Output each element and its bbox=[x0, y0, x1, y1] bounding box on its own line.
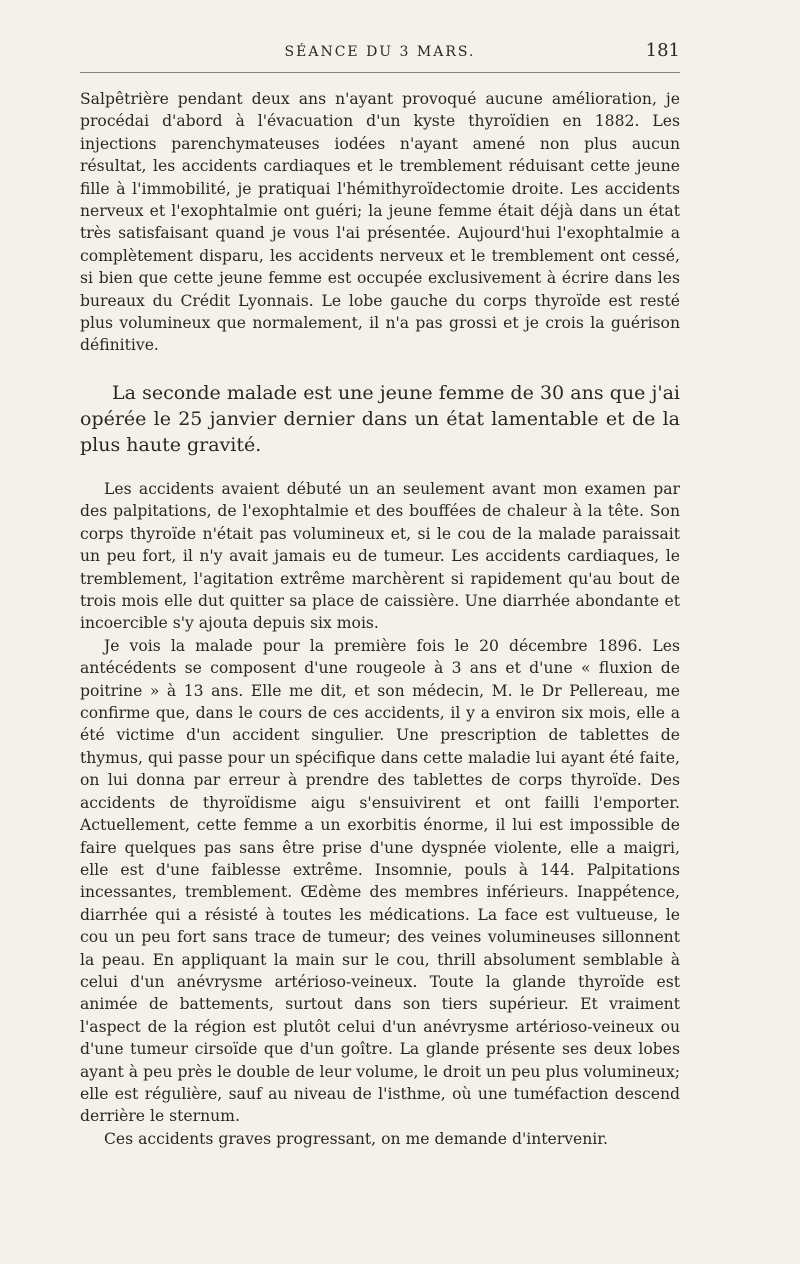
paragraph-4: Je vois la malade pour la première fois le 20 décembre 1896. Les antécédents se composent d'une rougeole à 3 ans et d'une « fluxion de poitrine » à 13 ans. Elle me dit, et son médecin, M. le Dr Pellereau, me confirme que, dans le cours de ces accidents, il y a environ six mois, elle a été victime d'un accident singulier. Une prescription de tablettes de thymus, qui passe pour un spécifique dans cette maladie lui ayant été faite, on lui donna par erreur à prendre des tablettes de corps thyroïde. Des accidents de thyroïdisme aigu s'ensuivirent et ont failli l'emporter. Actuellement, cette femme a un exorbitis énorme, il lui est impossible de faire quelques pas sans être prise d'une dyspnée violente, elle a maigri, elle est d'une faiblesse extrême. Insomnie, pouls à 144. Palpitations incessantes, tremblement. Œdème des membres inférieurs. Inappétence, diarrhée qui a résisté à toutes les médications. La face est vultueuse, le cou un peu fort sans trace de tumeur; des veines volumineuses sillonnent la peau. En appliquant la main sur le cou, thrill absolument semblable à celui d'un anévrysme artérioso-veineux. Toute la glande thyroïde est animée de battements, surtout dans son tiers supérieur. Et vraiment l'aspect de la région est plutôt celui d'un anévrysme artérioso-veineux ou d'une tumeur cirsoïde que d'un goître. La glande présente ses deux lobes ayant à peu près le double de leur volume, le droit un peu plus volumineux; elle est régulière, sauf au niveau de l'isthme, où une tuméfaction descend derrière le sternum. bbox=[80, 636, 680, 1126]
paragraph-2: La seconde malade est une jeune femme de 30 ans que j'ai opérée le 25 janvier dernier dans un état lamentable et de la plus haute gravité. bbox=[80, 382, 680, 456]
case-description bbox=[80, 478, 680, 1150]
paragraph-1: Salpêtrière pendant deux ans n'ayant provoqué aucune amélioration, je procédai d'abord à l'évacuation d'un kyste thyroïdien en 1882. Les injections parenchymateuses iodées n'ayant amené non plus aucun résultat, les accidents cardiaques et le tremblement réduisant cette jeune fille à l'immobilité, je pratiquai l'hémithyroïdectomie droite. Les accidents nerveux et l'exophtalmie ont guéri; la jeune femme était déjà dans un état très satisfaisant quand je vous l'ai présentée. Aujourd'hui l'exophtalmie a complètement disparu, les accidents nerveux et le tremblement ont cessé, si bien que cette jeune femme est occupée exclusivement à écrire dans les bureaux du Crédit Lyonnais. Le lobe gauche du corps thyroïde est resté plus volumineux que normalement, il n'a pas grossi et je crois la guérison définitive. bbox=[80, 90, 680, 355]
page-number: 181 bbox=[645, 40, 680, 61]
page-header bbox=[80, 40, 680, 68]
lead-paragraph bbox=[80, 380, 680, 458]
paragraph-continuation bbox=[80, 88, 680, 357]
running-title: SÉANCE DU 3 MARS. bbox=[284, 44, 476, 60]
header-rule bbox=[80, 72, 680, 73]
paragraph-3: Les accidents avaient débuté un an seulement avant mon examen par des palpitations, de l'exophtalmie et des bouffées de chaleur à la tête. Son corps thyroïde n'était pas volumineux et, si le cou de la malade paraissait un peu fort, il n'y avait jamais eu de tumeur. Les accidents cardiaques, le tremblement, l'agitation extrême marchèrent si rapidement qu'au bout de trois mois elle dut quitter sa place de caissière. Une diarrhée abondante et incoercible s'y ajouta depuis six mois. bbox=[80, 480, 680, 633]
paragraph-5: Ces accidents graves progressant, on me demande d'intervenir. bbox=[104, 1129, 608, 1148]
